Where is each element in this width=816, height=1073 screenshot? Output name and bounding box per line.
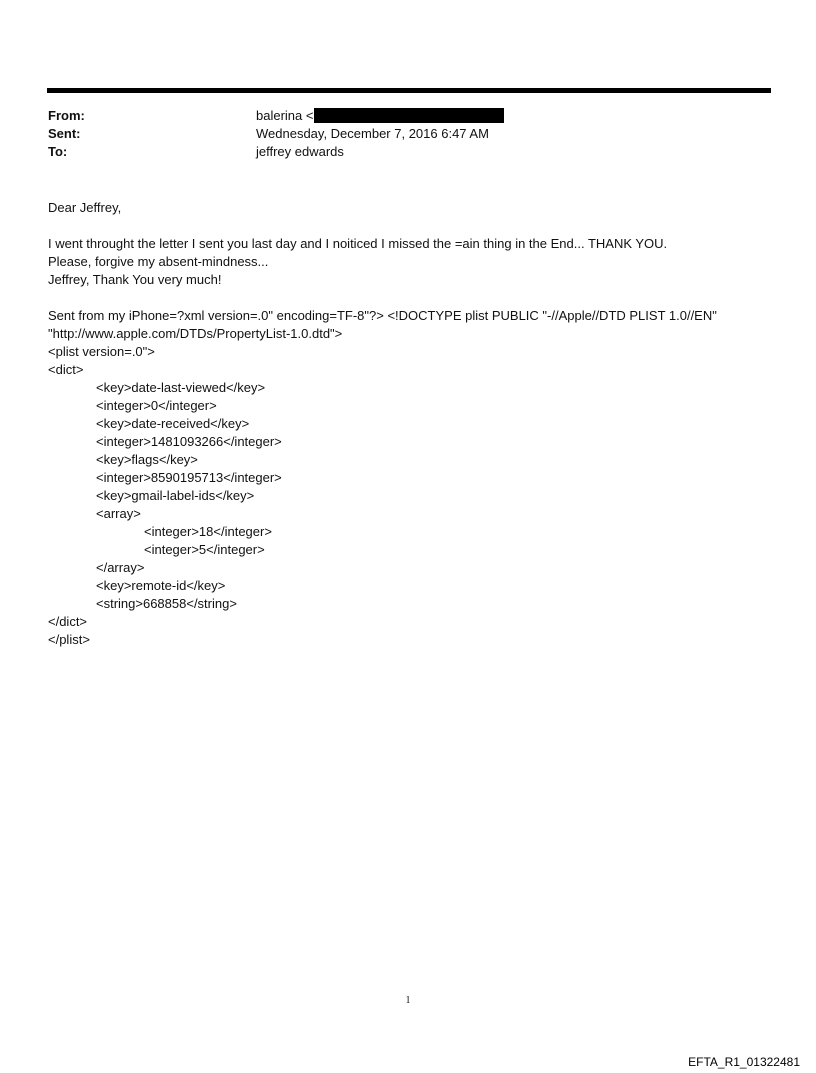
document-id: EFTA_R1_01322481 bbox=[688, 1055, 800, 1069]
top-divider bbox=[47, 88, 771, 93]
xml-line: <key>flags</key> bbox=[96, 452, 198, 467]
to-label: To: bbox=[48, 144, 68, 159]
email-header bbox=[48, 107, 768, 161]
paragraph-line: Jeffrey, Thank You very much! bbox=[48, 272, 222, 287]
xml-line: <integer>5</integer> bbox=[144, 542, 265, 557]
xml-line: <integer>0</integer> bbox=[96, 398, 217, 413]
xml-line: <key>date-last-viewed</key> bbox=[96, 380, 266, 395]
page-number: 1 bbox=[405, 995, 411, 1006]
sent-row bbox=[48, 125, 768, 143]
xml-line: </dict> bbox=[48, 614, 88, 629]
xml-line: <key>date-received</key> bbox=[96, 416, 250, 431]
xml-line: <string>668858</string> bbox=[96, 596, 237, 611]
xml-line: <integer>1481093266</integer> bbox=[96, 434, 282, 449]
xml-line: </plist> bbox=[48, 632, 90, 647]
from-sender: balerina < bbox=[256, 108, 314, 123]
xml-line: <plist version=.0"> bbox=[48, 344, 155, 359]
xml-line: <dict> bbox=[48, 362, 84, 377]
xml-line: Sent from my iPhone=?xml version=.0" encoding=TF-8"?> <!DOCTYPE plist PUBLIC "-//Apple//DTD PLIST 1.0//EN" bbox=[48, 308, 717, 323]
xml-line: "http://www.apple.com/DTDs/PropertyList-1.0.dtd"> bbox=[48, 326, 343, 341]
paragraph-line: Please, forgive my absent-mindness... bbox=[48, 254, 269, 269]
from-row bbox=[48, 107, 768, 125]
redaction-box bbox=[314, 108, 504, 123]
xml-line: </array> bbox=[96, 560, 145, 575]
email-body bbox=[48, 199, 778, 649]
to-row bbox=[48, 143, 768, 161]
from-label: From: bbox=[48, 108, 85, 123]
xml-line: <integer>18</integer> bbox=[144, 524, 272, 539]
from-value bbox=[256, 107, 504, 125]
greeting: Dear Jeffrey, bbox=[48, 200, 122, 215]
to-value: jeffrey edwards bbox=[256, 144, 344, 159]
xml-line: <key>remote-id</key> bbox=[96, 578, 226, 593]
xml-line: <array> bbox=[96, 506, 141, 521]
sent-value: Wednesday, December 7, 2016 6:47 AM bbox=[256, 126, 489, 141]
sent-label: Sent: bbox=[48, 126, 81, 141]
xml-line: <integer>8590195713</integer> bbox=[96, 470, 282, 485]
paragraph-line: I went throught the letter I sent you last day and I noiticed I missed the =ain thing in the End... THANK YOU. bbox=[48, 236, 668, 251]
xml-line: <key>gmail-label-ids</key> bbox=[96, 488, 255, 503]
